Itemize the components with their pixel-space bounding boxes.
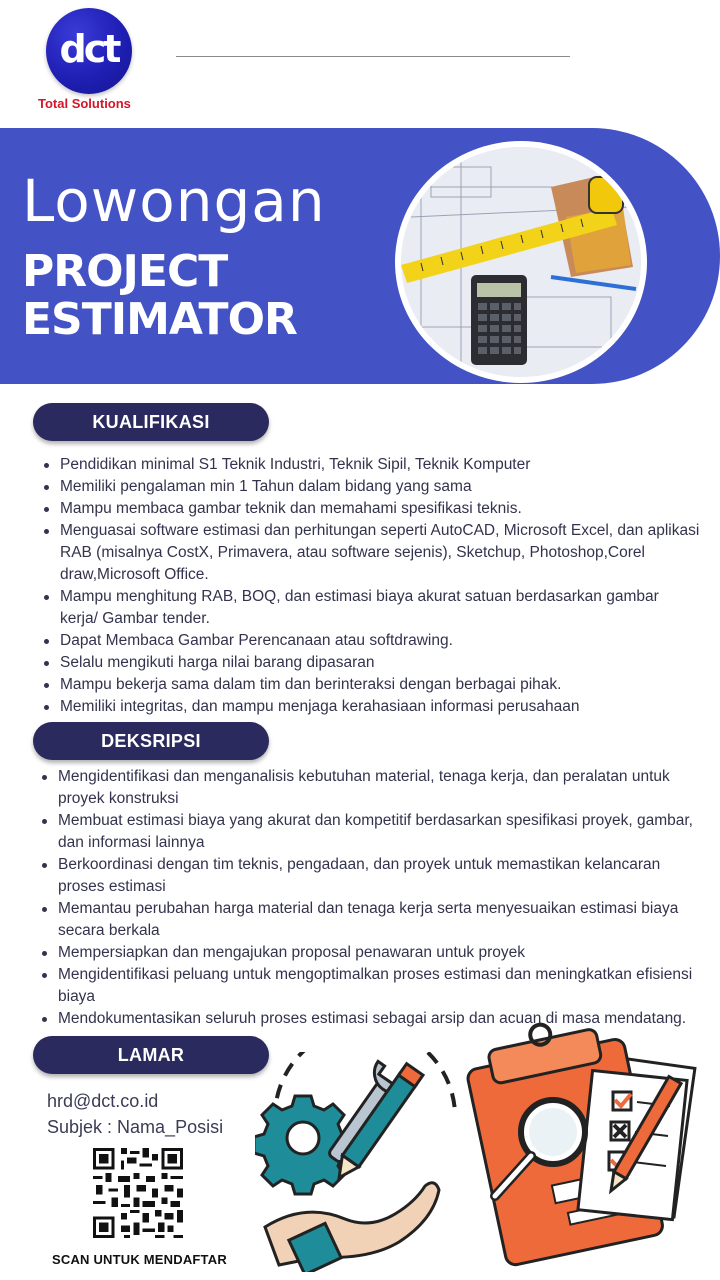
deskripsi-list — [38, 766, 698, 1030]
estimator-tools-photo-icon — [401, 147, 641, 377]
list-item: Mampu bekerja sama dalam tim dan berinteraksi dengan berbagai pihak. — [40, 674, 700, 696]
clipboard-checklist-magnifier-icon — [465, 1020, 715, 1270]
list-item: Mengidentifikasi peluang untuk mengoptimalkan proses estimasi dan meningkatkan efisiensi biaya — [38, 964, 698, 1008]
apply-subject: Subjek : Nama_Posisi — [47, 1117, 224, 1137]
section-deskripsi-heading: DEKSRIPSI — [33, 722, 269, 760]
kualifikasi-list — [40, 454, 700, 718]
list-item: Berkoordinasi dengan tim teknis, pengadaan, dan proyek untuk memastikan kelancaran proses estimasi — [38, 854, 698, 898]
apply-email[interactable]: hrd@dct.co.id — [47, 1091, 159, 1111]
list-item: Membuat estimasi biaya yang akurat dan kompetitif berdasarkan spesifikasi proyek, gambar, dan informasi lainnya — [38, 810, 698, 854]
estimator-tools-photo — [401, 147, 641, 377]
job-title-line1: PROJECT — [22, 246, 228, 297]
scan-label: SCAN UNTUK MENDAFTAR — [52, 1252, 227, 1267]
list-item: Selalu mengikuti harga nilai barang dipasaran — [40, 652, 700, 674]
company-logo — [46, 8, 132, 94]
gear-wrench-pencil-hand-icon — [255, 1052, 465, 1272]
photo-frame — [395, 141, 647, 383]
list-item: Mampu membaca gambar teknik dan memahami spesifikasi teknis. — [40, 498, 700, 520]
qr-code-icon[interactable] — [93, 1148, 183, 1238]
list-item: Mengidentifikasi dan menganalisis kebutuhan material, tenaga kerja, dan peralatan untuk proyek konstruksi — [38, 766, 698, 810]
list-item: Memiliki pengalaman min 1 Tahun dalam bidang yang sama — [40, 476, 700, 498]
list-item: Dapat Membaca Gambar Perencanaan atau softdrawing. — [40, 630, 700, 652]
list-item: Mampu menghitung RAB, BOQ, dan estimasi biaya akurat satuan berdasarkan gambar kerja/ Gambar tender. — [40, 586, 700, 630]
job-title — [22, 248, 297, 344]
list-item: Memantau perubahan harga material dan tenaga kerja serta menyesuaikan estimasi biaya secara berkala — [38, 898, 698, 942]
header-divider — [176, 56, 570, 57]
section-lamar-heading: LAMAR — [33, 1036, 269, 1074]
section-kualifikasi-heading: KUALIFIKASI — [33, 403, 269, 441]
list-item: Mempersiapkan dan mengajukan proposal penawaran untuk proyek — [38, 942, 698, 964]
job-title-line2: ESTIMATOR — [22, 294, 297, 345]
logo-text: dct — [59, 27, 119, 71]
list-item: Mendokumentasikan seluruh proses estimasi sebagai arsip dan acuan di masa mendatang. — [38, 1008, 698, 1030]
company-tagline: Total Solutions — [38, 96, 131, 111]
list-item: Pendidikan minimal S1 Teknik Industri, Teknik Sipil, Teknik Komputer — [40, 454, 700, 476]
list-item: Menguasai software estimasi dan perhitungan seperti AutoCAD, Microsoft Excel, dan aplikasi RAB (misalnya CostX, Primavera, atau software sejenis), Sketchup, Photoshop,Corel draw,Microsoft Office. — [40, 520, 700, 586]
banner-heading: Lowongan — [22, 167, 326, 235]
list-item: Memiliki integritas, dan mampu menjaga kerahasiaan informasi perusahaan — [40, 696, 700, 718]
